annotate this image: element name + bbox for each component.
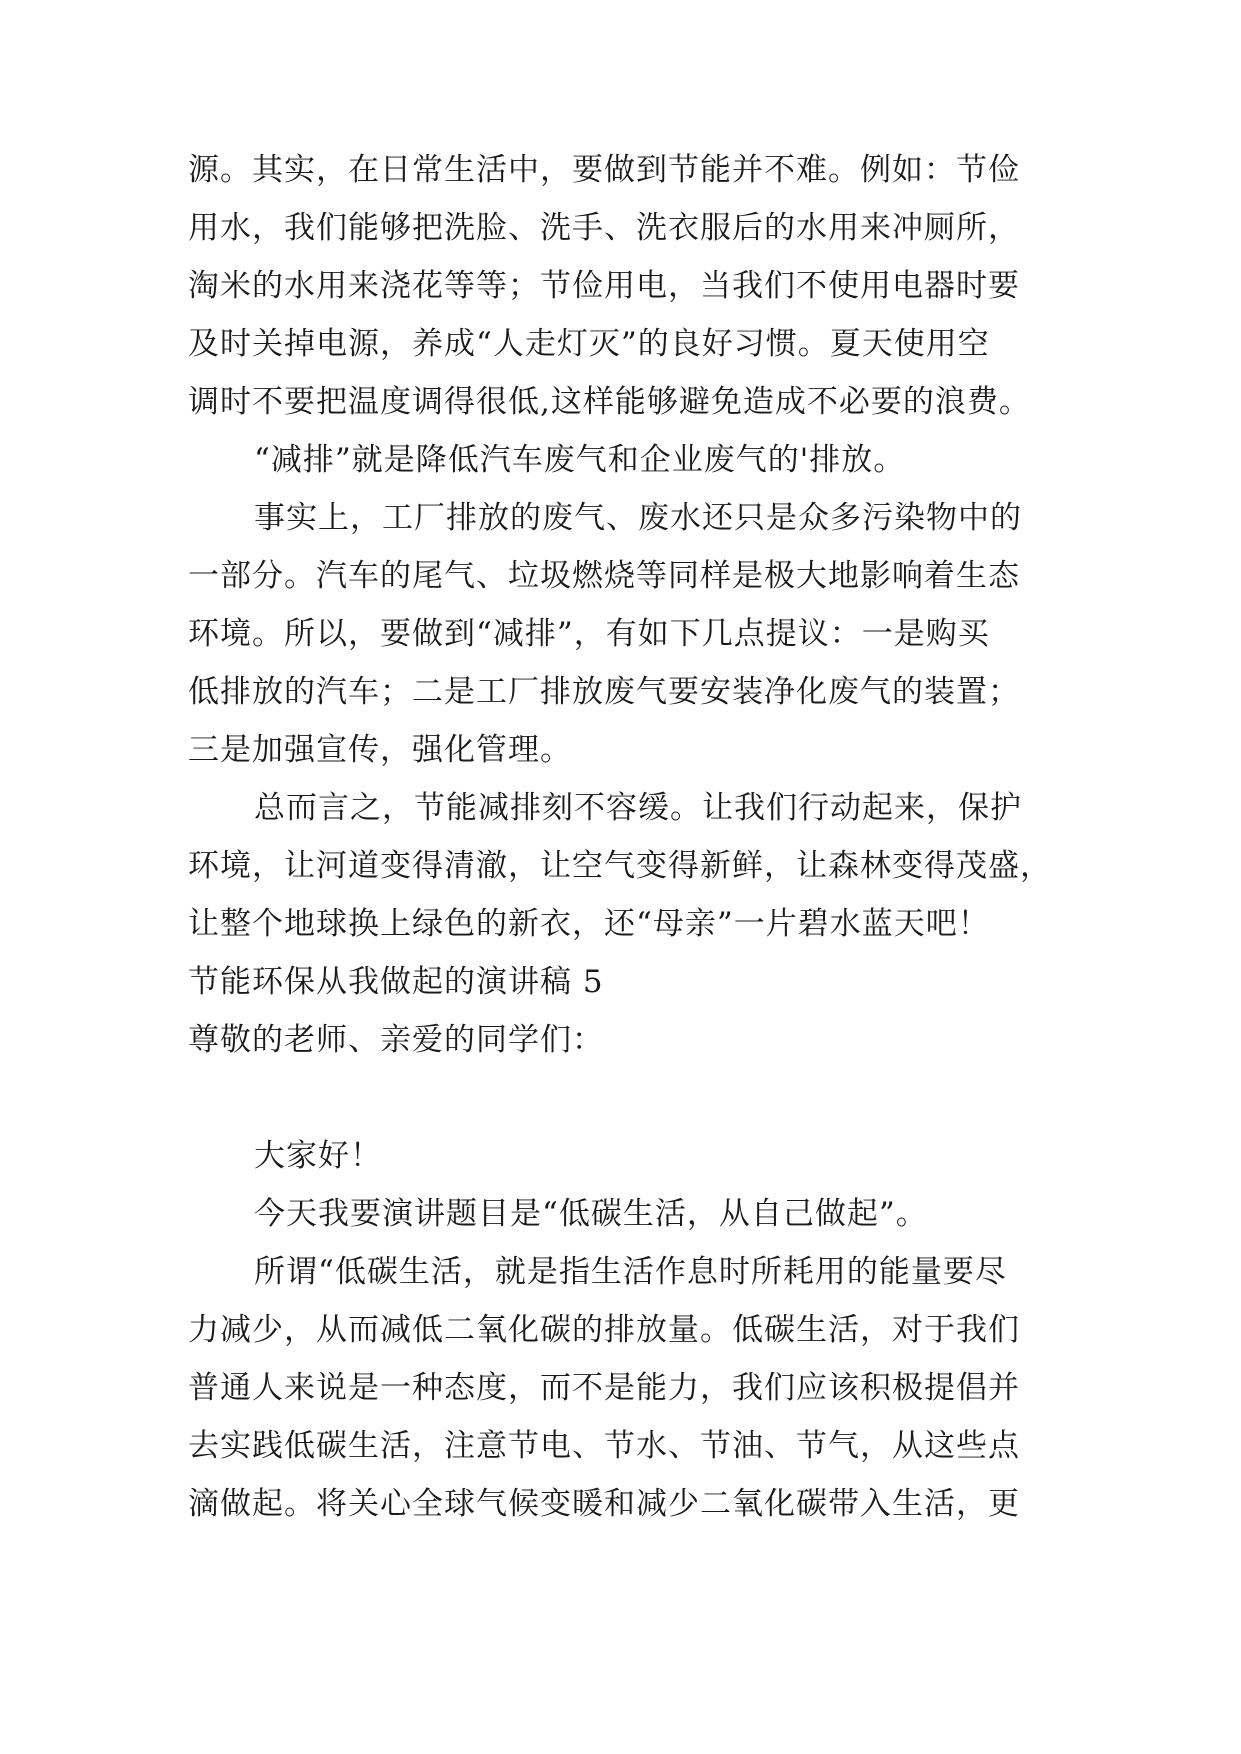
- text-line: 淘米的水用来浇花等等；节俭用电，当我们不使用电器时要: [188, 268, 1020, 304]
- text-line: “减排”就是降低汽车废气和企业废气的'排放。: [254, 442, 906, 478]
- text-line: 用水，我们能够把洗脸、洗手、洗衣服后的水用来冲厕所，: [188, 210, 1020, 246]
- text-line: 调时不要把温度调得很低,这样能够避免造成不必要的浪费。: [188, 384, 1031, 420]
- section-title: 节能环保从我做起的演讲稿 5: [188, 964, 604, 1000]
- text-line: 一部分。汽车的尾气、垃圾燃烧等同样是极大地影响着生态: [188, 558, 1020, 594]
- text-line: 事实上，工厂排放的废气、废水还只是众多污染物中的: [254, 500, 1022, 536]
- text-line: 普通人来说是一种态度，而不是能力，我们应该积极提倡并: [188, 1370, 1020, 1406]
- text-line: 三是加强宣传，强化管理。: [188, 732, 572, 768]
- text-line: 滴做起。将关心全球气候变暖和减少二氧化碳带入生活，更: [188, 1486, 1020, 1522]
- text-line: 环境，让河道变得清澈，让空气变得新鲜，让森林变得茂盛，: [188, 848, 1052, 884]
- greeting: 大家好！: [254, 1138, 382, 1174]
- text-line: 源。其实，在日常生活中，要做到节能并不难。例如：节俭: [188, 152, 1020, 188]
- text-line: 低排放的汽车；二是工厂排放废气要安装净化废气的装置；: [188, 674, 1020, 710]
- text-line: 所谓“低碳生活，就是指生活作息时所耗用的能量要尽: [254, 1254, 1007, 1290]
- text-line: 总而言之，节能减排刻不容缓。让我们行动起来，保护: [254, 790, 1022, 826]
- text-line: 今天我要演讲题目是“低碳生活，从自己做起”。: [254, 1196, 928, 1232]
- text-line: 去实践低碳生活，注意节电、节水、节油、节气，从这些点: [188, 1428, 1020, 1464]
- text-line: 环境。所以，要做到“减排”，有如下几点提议：一是购买: [188, 616, 990, 652]
- text-line: 让整个地球换上绿色的新衣，还“母亲”一片碧水蓝天吧！: [188, 906, 990, 942]
- salutation: 尊敬的老师、亲爱的同学们：: [188, 1022, 604, 1058]
- text-line: 力减少，从而减低二氧化碳的排放量。低碳生活，对于我们: [188, 1312, 1020, 1348]
- text-line: 及时关掉电源，养成“人走灯灭”的良好习惯。夏天使用空: [188, 326, 990, 362]
